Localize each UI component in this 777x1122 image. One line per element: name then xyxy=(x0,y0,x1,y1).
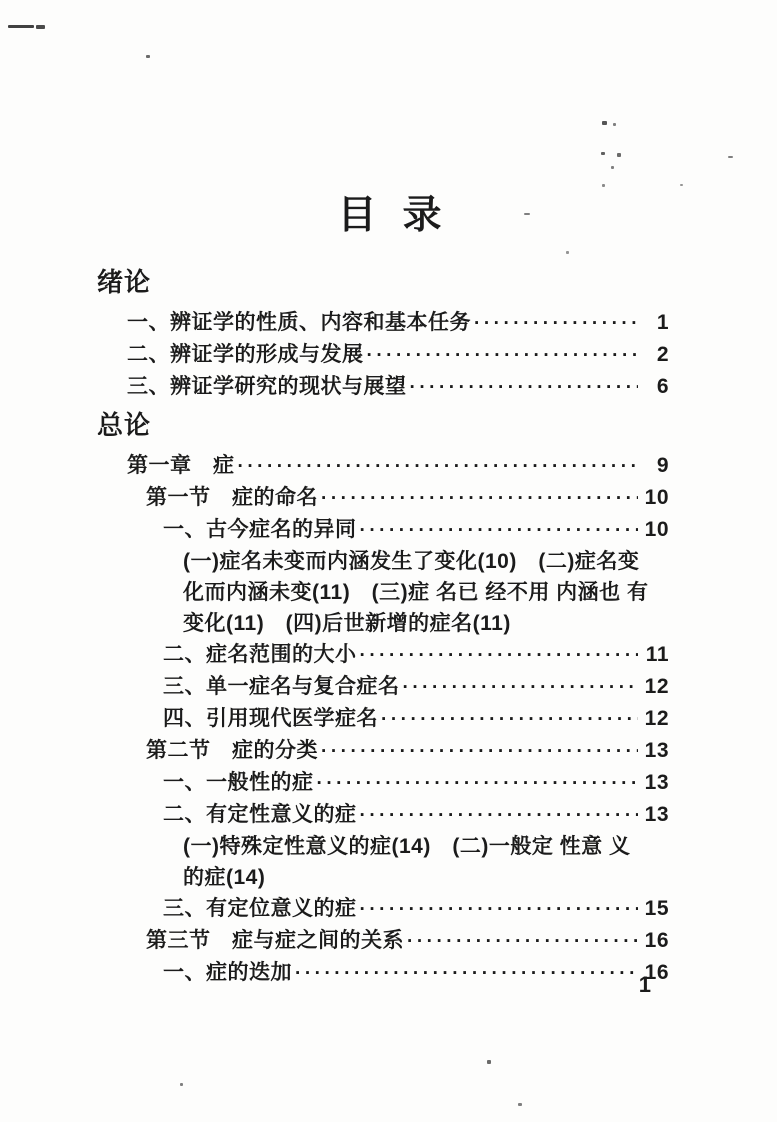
toc-entry-page: 12 xyxy=(644,707,669,730)
scan-speck xyxy=(518,1103,522,1106)
toc-subentry-line: 变化(11) (四)后世新增的症名(11) xyxy=(183,612,511,635)
scan-speck xyxy=(728,156,733,158)
scan-speck xyxy=(680,184,683,186)
toc-entry xyxy=(127,339,669,371)
dot-leader xyxy=(295,957,638,989)
toc-entry-label: 二、辨证学的形成与发展 xyxy=(127,343,364,366)
toc-entry-page: 13 xyxy=(644,739,669,762)
toc-entry xyxy=(146,735,669,767)
dot-leader xyxy=(360,893,639,925)
scan-speck xyxy=(611,166,614,169)
toc-entry-label: 四、引用现代医学症名 xyxy=(163,707,378,730)
toc-entry xyxy=(163,767,669,799)
toc-entry-label: 三、有定位意义的症 xyxy=(163,897,357,920)
section-heading: 绪论 xyxy=(97,267,152,297)
toc-entry xyxy=(163,639,669,671)
dot-leader xyxy=(321,735,638,767)
toc-entry-page: 10 xyxy=(644,486,669,509)
toc-entry-page: 1 xyxy=(656,311,669,334)
toc-subentry-line: 的症(14) xyxy=(183,866,266,889)
toc-entry-label: 三、辨证学研究的现状与展望 xyxy=(127,375,407,398)
toc-subentry-line: (一)症名未变而内涵发生了变化(10) (二)症名变 xyxy=(183,550,640,573)
scan-speck xyxy=(617,153,621,157)
section-heading: 总论 xyxy=(97,410,152,440)
dot-leader xyxy=(360,639,639,671)
toc-entry xyxy=(163,893,669,925)
scan-speck xyxy=(602,121,607,125)
dot-leader xyxy=(381,703,638,735)
scan-speck xyxy=(146,55,150,58)
toc-entry-page: 11 xyxy=(645,643,669,666)
toc-entry-label: 一、辨证学的性质、内容和基本任务 xyxy=(127,311,471,334)
toc-entry-page: 16 xyxy=(644,929,669,952)
scan-speck xyxy=(180,1083,183,1086)
dot-leader xyxy=(410,371,639,403)
toc-entry-label: 第二节 症的分类 xyxy=(146,739,318,762)
scan-speck xyxy=(613,123,616,126)
dot-leader xyxy=(238,450,639,482)
toc-entry-label: 二、症名范围的大小 xyxy=(163,643,357,666)
toc-entry-label: 三、单一症名与复合症名 xyxy=(163,675,400,698)
toc-entry-label: 第三节 症与症之间的关系 xyxy=(146,929,404,952)
toc-entry xyxy=(127,450,669,482)
toc-subentry-line: (一)特殊定性意义的症(14) (二)一般定 性意 义 xyxy=(183,835,631,858)
toc-entry-page: 12 xyxy=(644,675,669,698)
dot-leader xyxy=(360,799,639,831)
dot-leader xyxy=(360,514,639,546)
scan-speck xyxy=(36,25,45,29)
scan-speck xyxy=(566,251,569,254)
toc-entry-page: 13 xyxy=(644,803,669,826)
toc-entry-page: 16 xyxy=(644,961,669,984)
toc-entry-page: 6 xyxy=(656,375,669,398)
toc-entry-label: 一、症的迭加 xyxy=(163,961,292,984)
page-title: 目录 xyxy=(337,194,468,237)
dot-leader xyxy=(367,339,639,371)
scan-speck xyxy=(8,25,34,28)
toc-entry xyxy=(163,957,669,989)
toc-entry xyxy=(163,799,669,831)
folio-page-number: 1 xyxy=(638,972,651,997)
toc-entry xyxy=(146,482,669,514)
toc-entry-label: 一、一般性的症 xyxy=(163,771,314,794)
toc-entry xyxy=(163,703,669,735)
toc-entry-page: 10 xyxy=(644,518,669,541)
toc-entry xyxy=(163,671,669,703)
toc-entry-page: 2 xyxy=(656,343,669,366)
scan-speck xyxy=(487,1060,491,1064)
toc-entry-page: 15 xyxy=(644,897,669,920)
dot-leader xyxy=(403,671,639,703)
dot-leader xyxy=(474,307,638,339)
toc xyxy=(0,266,777,989)
scan-speck xyxy=(602,184,605,187)
toc-entry-label: 第一节 症的命名 xyxy=(146,486,318,509)
dot-leader xyxy=(321,482,638,514)
toc-entry xyxy=(146,925,669,957)
dot-leader xyxy=(317,767,639,799)
toc-entry xyxy=(163,514,669,546)
toc-entry-label: 一、古今症名的异同 xyxy=(163,518,357,541)
scan-speck xyxy=(524,213,530,215)
toc-entry-label: 第一章 症 xyxy=(127,454,235,477)
toc-entry-label: 二、有定性意义的症 xyxy=(163,803,357,826)
scan-speck xyxy=(601,152,605,155)
toc-entry xyxy=(127,371,669,403)
dot-leader xyxy=(407,925,638,957)
toc-entry xyxy=(127,307,669,339)
toc-subentry-line: 化而内涵未变(11) (三)症 名已 经不用 内涵也 有 xyxy=(183,581,649,604)
toc-entry-page: 9 xyxy=(656,454,669,477)
toc-entry-page: 13 xyxy=(644,771,669,794)
